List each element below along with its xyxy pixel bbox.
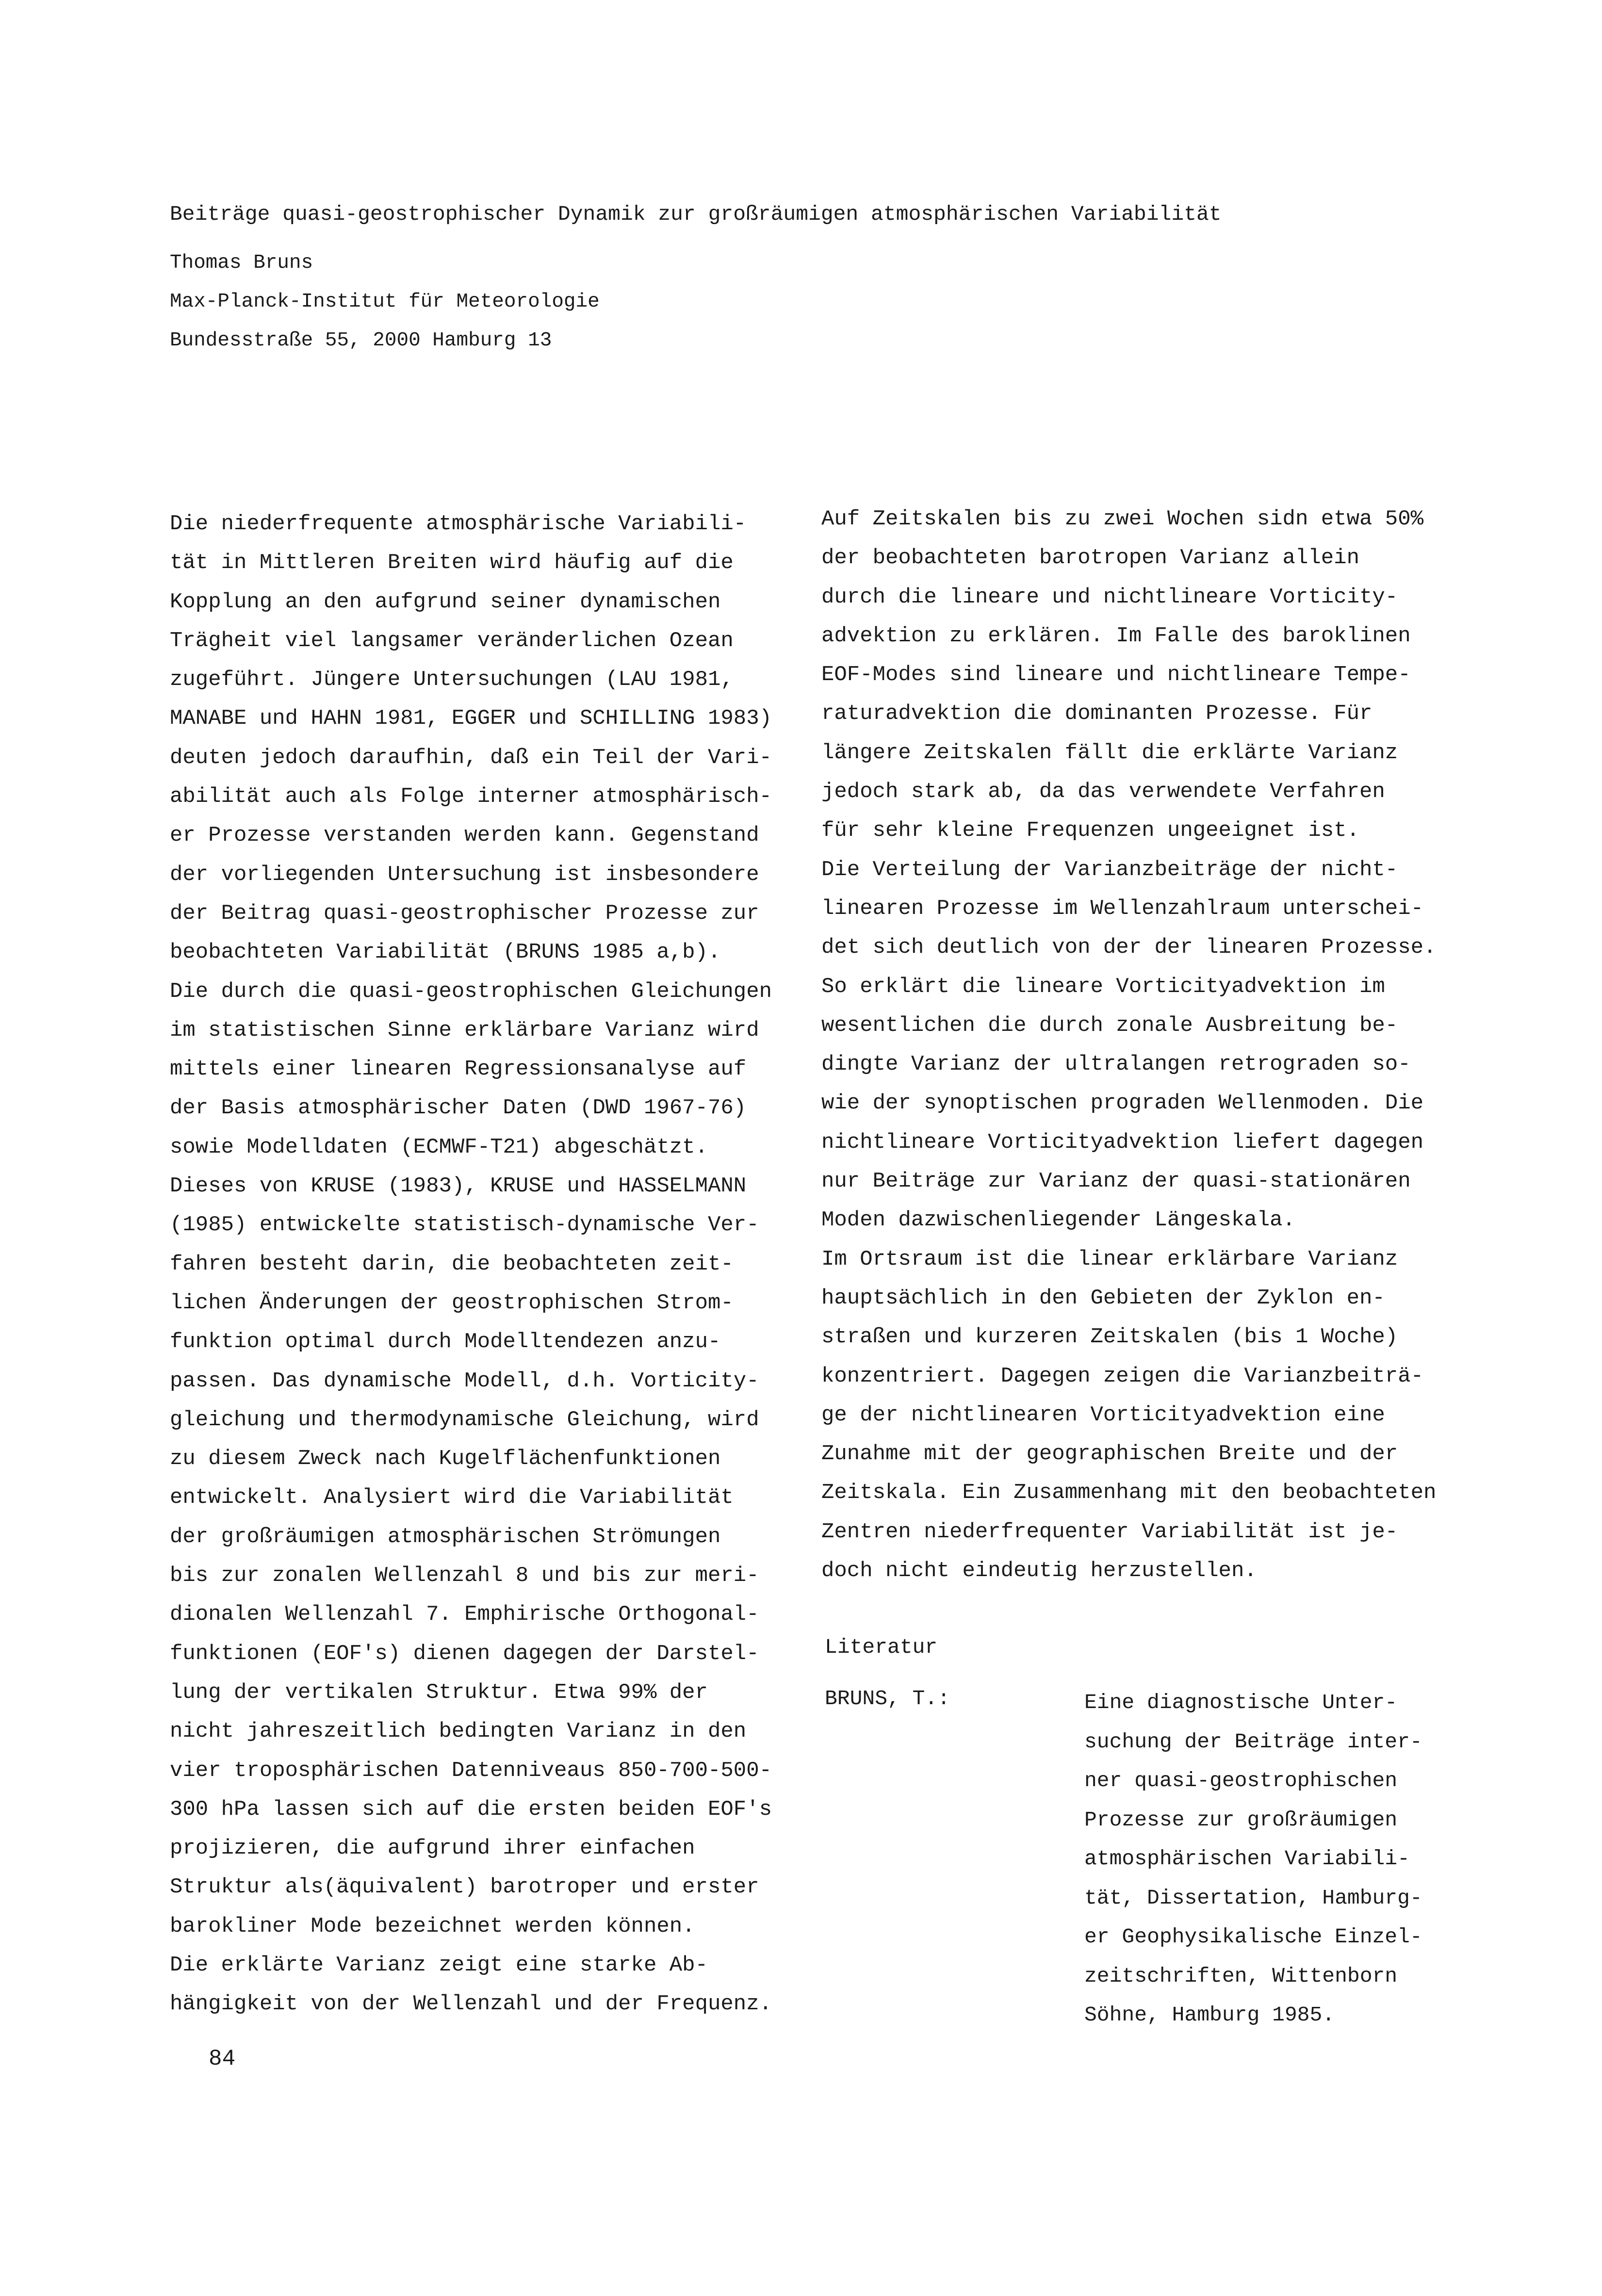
text-line: hauptsächlich in den Gebieten der Zyklon en- <box>821 1286 1385 1310</box>
text-line: Die niederfrequente atmosphärische Variabili- <box>170 512 747 536</box>
text-line: projizieren, die aufgrund ihrer einfachen <box>170 1836 695 1861</box>
text-line: durch die lineare und nichtlineare Vorticity- <box>821 585 1398 609</box>
text-line: der Basis atmosphärischer Daten (DWD 1967-76) <box>170 1096 747 1121</box>
reference-line: zeitschriften, Wittenborn <box>1084 1964 1398 1988</box>
text-line: Zeitskala. Ein Zusammenhang mit den beobachteten <box>821 1481 1437 1505</box>
text-line: Die Verteilung der Varianzbeiträge der nicht- <box>821 857 1398 882</box>
text-line: Im Ortsraum ist die linear erklärbare Varianz <box>821 1247 1398 1271</box>
text-line: Die durch die quasi-geostrophischen Gleichungen <box>170 979 772 1004</box>
text-line: funktion optimal durch Modelltendezen anzu- <box>170 1330 721 1354</box>
right-column <box>821 500 1447 1590</box>
text-line: ge der nichtlinearen Vorticityadvektion eine <box>821 1402 1385 1427</box>
text-line: Dieses von KRUSE (1983), KRUSE und HASSELMANN <box>170 1174 747 1199</box>
text-line: 300 hPa lassen sich auf die ersten beiden EOF's <box>170 1797 772 1822</box>
text-line: det sich deutlich von der der linearen Prozesse. <box>821 935 1437 960</box>
text-line: (1985) entwickelte statistisch-dynamische Ver- <box>170 1213 759 1238</box>
text-line: Kopplung an den aufgrund seiner dynamischen <box>170 589 721 614</box>
text-line: nichtlineare Vorticityadvektion liefert dagegen <box>821 1130 1424 1155</box>
text-line: straßen und kurzeren Zeitskalen (bis 1 Woche) <box>821 1325 1398 1350</box>
author-name: Thomas Bruns <box>170 252 313 274</box>
text-line: linearen Prozesse im Wellenzahlraum unterschei- <box>821 896 1424 921</box>
text-line: funktionen (EOF's) dienen dagegen der Darstel- <box>170 1641 759 1666</box>
text-line: der großräumigen atmosphärischen Strömungen <box>170 1524 721 1549</box>
reference-line: Söhne, Hamburg 1985. <box>1084 2003 1335 2027</box>
text-line: fahren besteht darin, die beobachteten zeit- <box>170 1252 734 1276</box>
text-line: für sehr kleine Frequenzen ungeeignet ist. <box>821 818 1359 843</box>
text-line: Zunahme mit der geographischen Breite und der <box>821 1442 1398 1466</box>
text-line: tät in Mittleren Breiten wird häufig auf die <box>170 551 734 575</box>
text-line: nicht jahreszeitlich bedingten Varianz in den <box>170 1719 747 1744</box>
text-line: dionalen Wellenzahl 7. Emphirische Orthogonal- <box>170 1602 759 1627</box>
reference-line: er Geophysikalische Einzel- <box>1084 1925 1422 1949</box>
literature-heading: Literatur <box>825 1635 938 1659</box>
text-line: abilität auch als Folge interner atmosphärisch- <box>170 784 772 809</box>
text-line: Trägheit viel langsamer veränderlichen Ozean <box>170 628 734 653</box>
text-line: wie der synoptischen prograden Wellenmoden. Die <box>821 1091 1424 1116</box>
page-number: 84 <box>209 2046 236 2071</box>
text-line: advektion zu erklären. Im Falle des baroklinen <box>821 623 1411 648</box>
text-line: passen. Das dynamische Modell, d.h. Vorticity- <box>170 1368 759 1393</box>
reference-author: BRUNS, T.: <box>825 1687 950 1710</box>
text-line: raturadvektion die dominanten Prozesse. Für <box>821 701 1373 726</box>
text-line: lichen Änderungen der geostrophischen Strom- <box>170 1290 734 1315</box>
author-institute: Max-Planck-Institut für Meteorologie <box>170 291 600 313</box>
text-line: hängigkeit von der Wellenzahl und der Frequenz. <box>170 1992 772 2017</box>
text-line: barokliner Mode bezeichnet werden können. <box>170 1914 695 1938</box>
text-line: Struktur als(äquivalent) barotroper und erster <box>170 1875 759 1900</box>
text-line: So erklärt die lineare Vorticityadvektion im <box>821 974 1385 999</box>
text-line: MANABE und HAHN 1981, EGGER und SCHILLING 1983) <box>170 706 772 731</box>
reference-line: atmosphärischen Variabili- <box>1084 1847 1410 1871</box>
text-line: mittels einer linearen Regressionsanalyse auf <box>170 1057 747 1082</box>
text-line: gleichung und thermodynamische Gleichung, wird <box>170 1407 759 1432</box>
text-line: doch nicht eindeutig herzustellen. <box>821 1559 1257 1583</box>
reference-line: suchung der Beiträge inter- <box>1084 1729 1422 1754</box>
text-line: Zentren niederfrequenter Variabilität ist je- <box>821 1519 1398 1544</box>
text-line: EOF-Modes sind lineare und nichtlineare Tempe- <box>821 663 1411 687</box>
text-line: Die erklärte Varianz zeigt eine starke Ab- <box>170 1953 708 1977</box>
text-line: Moden dazwischenliegender Längeskala. <box>821 1208 1295 1233</box>
text-line: im statistischen Sinne erklärbare Varianz wird <box>170 1018 759 1042</box>
text-line: Auf Zeitskalen bis zu zwei Wochen sidn etwa 50% <box>821 507 1424 531</box>
text-line: jedoch stark ab, da das verwendete Verfahren <box>821 780 1385 804</box>
author-address: Bundesstraße 55, 2000 Hamburg 13 <box>170 329 552 352</box>
paper-title: Beiträge quasi-geostrophischer Dynamik zur großräumigen atmosphärischen Variabilität <box>170 202 1222 226</box>
text-line: entwickelt. Analysiert wird die Variabilität <box>170 1485 734 1510</box>
text-line: zu diesem Zweck nach Kugelflächenfunktionen <box>170 1447 721 1471</box>
text-line: der Beitrag quasi-geostrophischer Prozesse zur <box>170 901 759 926</box>
text-line: nur Beiträge zur Varianz der quasi-stationären <box>821 1169 1411 1194</box>
reference-line: ner quasi-geostrophischen <box>1084 1769 1398 1792</box>
text-line: bis zur zonalen Wellenzahl 8 und bis zur meri- <box>170 1563 759 1588</box>
text-line: wesentlichen die durch zonale Ausbreitung be- <box>821 1013 1398 1038</box>
reference-line: Prozesse zur großräumigen <box>1084 1807 1398 1832</box>
text-line: der beobachteten barotropen Varianz allein <box>821 546 1359 570</box>
text-line: der vorliegenden Untersuchung ist insbesondere <box>170 862 759 887</box>
text-line: sowie Modelldaten (ECMWF-T21) abgeschätzt. <box>170 1135 708 1159</box>
text-line: deuten jedoch daraufhin, daß ein Teil der Vari- <box>170 745 772 770</box>
text-line: dingte Varianz der ultralangen retrograden so- <box>821 1052 1411 1077</box>
text-line: zugeführt. Jüngere Untersuchungen (LAU 1981, <box>170 668 734 692</box>
text-line: längere Zeitskalen fällt die erklärte Varianz <box>821 740 1398 765</box>
reference-line: tät, Dissertation, Hamburg- <box>1084 1886 1422 1910</box>
text-line: beobachteten Variabilität (BRUNS 1985 a,b). <box>170 940 721 965</box>
text-line: er Prozesse verstanden werden kann. Gegenstand <box>170 823 759 848</box>
reference-line: Eine diagnostische Unter- <box>1084 1691 1398 1714</box>
left-column <box>170 505 796 2024</box>
text-line: konzentriert. Dagegen zeigen die Varianzbeiträ- <box>821 1364 1424 1388</box>
reference-entry <box>1084 1683 1422 2035</box>
text-line: vier troposphärischen Datenniveaus 850-700-500- <box>170 1758 772 1783</box>
text-line: lung der vertikalen Struktur. Etwa 99% der <box>170 1680 708 1705</box>
